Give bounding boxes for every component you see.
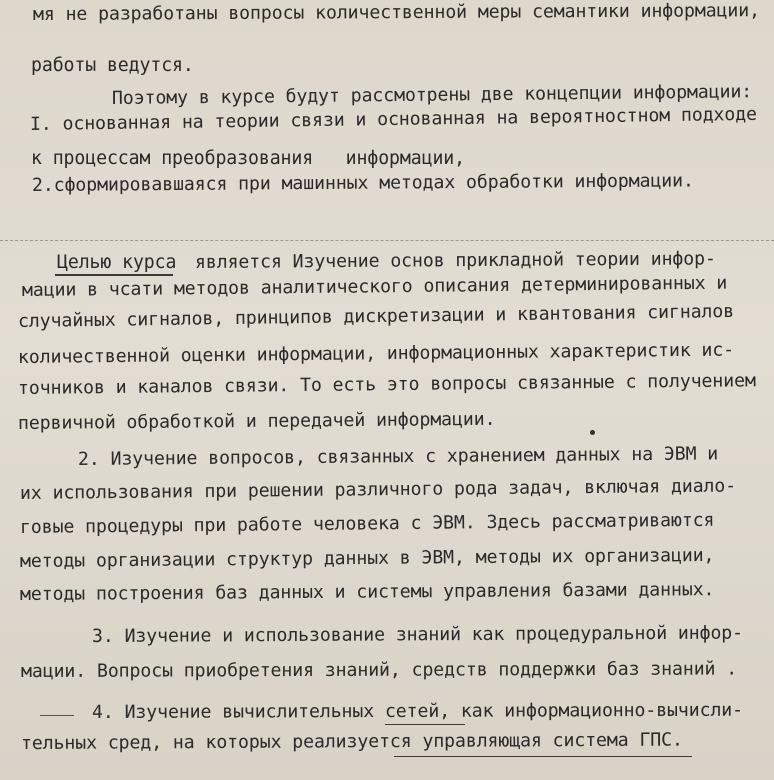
text-line: количественной оценки информации, информационных характеристик ис-	[17, 339, 735, 368]
ink-spot	[590, 430, 595, 435]
text-line: работы ведутся.	[31, 55, 194, 76]
item4-underline	[385, 724, 465, 725]
goal-heading-underline	[55, 274, 173, 276]
text-line: точников и каналов связи. То есть это вопросы связанные с получением	[17, 370, 756, 399]
text-line: Поэтому в курсе будут рассмотрены две концепции информации:	[111, 81, 753, 109]
text-line: их использования при решении различного рода задач, включая диало-	[19, 475, 737, 504]
text-line: методы построения баз данных и системы управления базами данных.	[19, 579, 715, 605]
text-line: методы организации структур данных в ЭВМ, методы их организации,	[19, 544, 715, 572]
section-divider	[0, 240, 774, 241]
item4-underline	[394, 756, 692, 757]
text-line: мации. Вопросы приобретения знаний, средств поддержки баз знаний .	[20, 658, 738, 682]
goal-lead: является Изучение основ прикладной теории инфор-	[194, 248, 716, 273]
text-line: первичной обработкой и передачей информации.	[17, 408, 496, 434]
text-line: тельных сред, на которых реализуется управляющая система ГПС.	[20, 729, 683, 754]
text-line: говые процедуры при работе человека с ЭВМ. Здесь рассматриваются	[19, 509, 715, 538]
text-line: случайных сигналов, принципов дискретизации и квантования сигналов	[17, 301, 735, 332]
text-line: I. основанная на теории связи и основанная на вероятностном подходе	[29, 103, 758, 135]
text-line: мя не разработаны вопросы количественной меры семантики информации,	[32, 0, 760, 25]
text-line: 2.сформировавшаяся при машинных методах обработки информации.	[31, 170, 694, 196]
margin-mark	[40, 715, 74, 716]
text-line: к процессам преобразования информации,	[31, 148, 465, 169]
text-line: 3. Изучение и использование знаний как процедуральной инфор-	[91, 622, 744, 647]
goal-heading: Целью курса	[57, 252, 177, 273]
text-line: 4. Изучение вычислительных сетей, как информационно-вычисли-	[91, 699, 744, 723]
text-line: 2. Изучение вопросов, связанных с хранением данных на ЭВМ и	[77, 443, 719, 470]
text-line: мации в чсати методов аналитического описания детерминированных и	[21, 272, 728, 301]
